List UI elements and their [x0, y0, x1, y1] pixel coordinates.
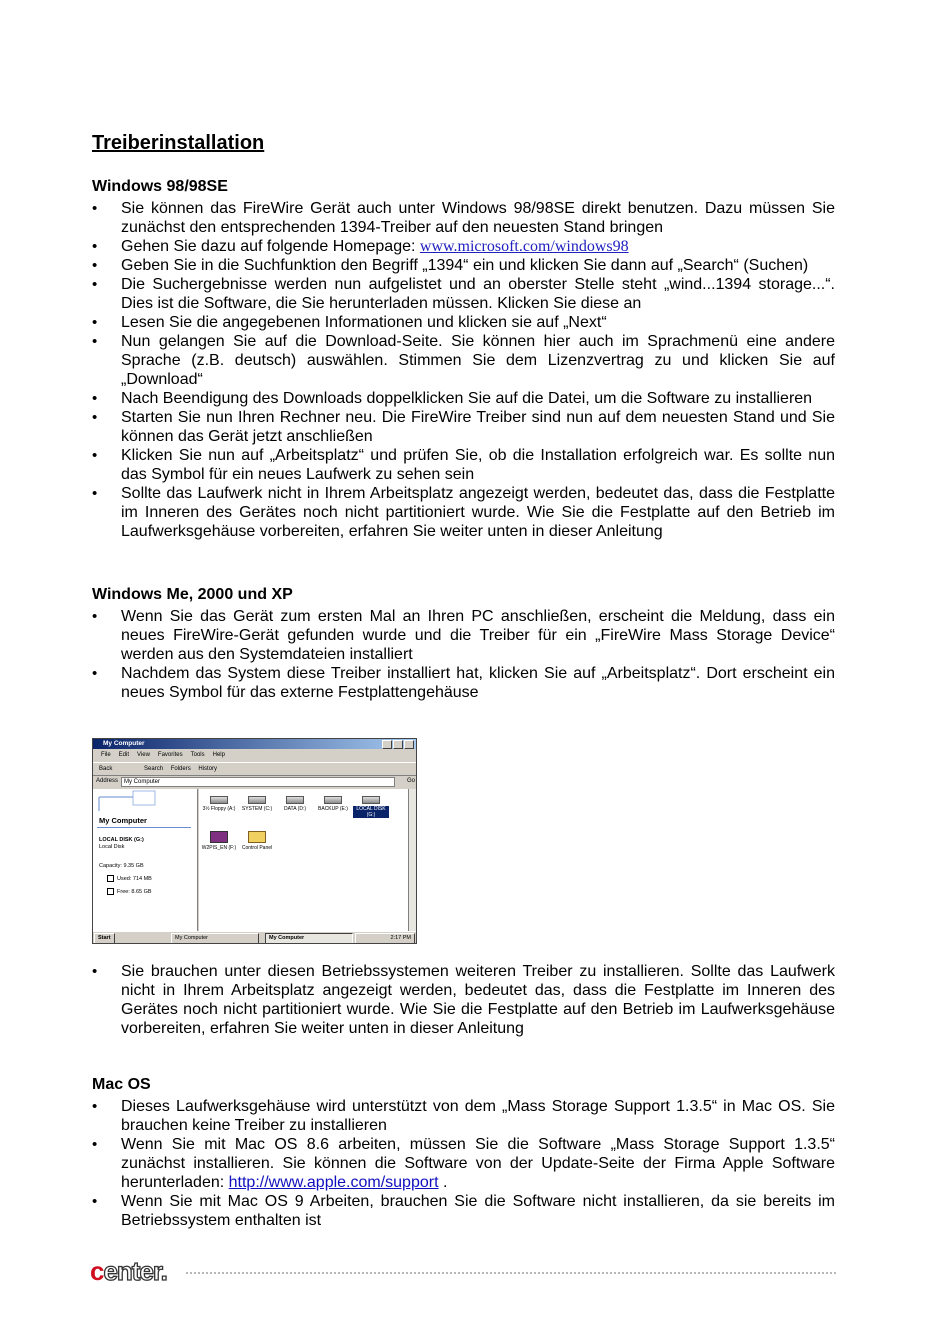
menu-tools: Tools	[190, 752, 205, 758]
taskbar	[93, 931, 416, 944]
section-windows98	[92, 177, 835, 541]
search-button: Search	[144, 766, 164, 772]
apple-support-link[interactable]: http://www.apple.com/support	[228, 1174, 439, 1191]
address-field: My Computer	[121, 777, 395, 787]
bullet-list-macos	[92, 1097, 835, 1230]
cd-drive-icon: W2PIS_EN (F:)	[201, 831, 237, 851]
bullet-list-windows-xp-note	[92, 962, 835, 1038]
list-item: • Dieses Laufwerksgehäuse wird unterstützt von dem „Mass Storage Support 1.3.5“ in Mac OS. Sie brauchen keine Treiber zu installieren	[92, 1097, 835, 1135]
list-item: • Sie brauchen unter diesen Betriebssystemen weiteren Treiber zu installieren. Sollte das Laufwerk nicht in Ihrem Arbeitsplatz angezeigt werden, bedeutet das, dass die Festplatte im Inneren des Gerätes noch nicht partitioniert wurde. Wie Sie die Festplatte auf den Betrieb im Laufwerksgehäuse vorbereiten, erfahren Sie weiter unten in dieser Anleitung	[92, 962, 835, 1038]
go-button: Go	[406, 778, 415, 784]
footer-divider	[186, 1272, 836, 1274]
list-item: • Starten Sie nun Ihren Rechner neu. Die FireWire Treiber sind nun auf dem neuesten Stand und Sie können das Gerät jetzt anschließen	[92, 408, 835, 446]
back-button: Back	[99, 766, 113, 772]
list-item: • Klicken Sie nun auf „Arbeitsplatz“ und prüfen Sie, ob die Installation erfolgreich war. Es sollte nun das Symbol für ein neues Laufwerk zu sehen sein	[92, 446, 835, 484]
control-panel-icon: Control Panel	[239, 831, 275, 851]
section-heading-windows98: Windows 98/98SE	[92, 178, 228, 195]
list-item: • Wenn Sie das Gerät zum ersten Mal an Ihren PC anschließen, erscheint die Meldung, dass ein neues FireWire-Gerät gefunden wurde und die Treiber für ein „FireWire Mass Storage Device“ werden aus den Systemdateien installiert	[92, 607, 835, 664]
close-icon	[404, 740, 414, 749]
toolbar	[93, 762, 416, 776]
list-item: • Nach Beendigung des Downloads doppelklicken Sie auf die Datei, um die Software zu installieren	[92, 389, 835, 408]
list-item: • Wenn Sie mit Mac OS 8.6 arbeiten, müssen Sie die Software „Mass Storage Support 1.3.5“ zunächst installieren. Sie können die Software von der Update-Seite der Firma Apple Software herunterladen: http://www.apple.com/support .	[92, 1135, 835, 1192]
drive-type: Local Disk	[99, 844, 125, 850]
info-pane	[93, 789, 198, 931]
my-computer-screenshot	[92, 738, 417, 944]
list-item: • Wenn Sie mit Mac OS 9 Arbeiten, brauchen Sie die Software nicht installieren, da sie bereits im Betriebssystem enthalten ist	[92, 1192, 835, 1230]
drive-title: LOCAL DISK (G:)	[99, 837, 144, 843]
history-button: History	[198, 766, 218, 772]
scrollbar	[408, 789, 417, 931]
menubar	[93, 750, 416, 760]
section-windows-xp-note	[92, 962, 835, 1038]
center-logo: center.	[90, 1256, 167, 1286]
drives-pane	[199, 789, 408, 931]
capacity-label: Capacity: 9.35 GB	[99, 863, 144, 869]
menu-file: File	[101, 752, 111, 758]
section-windows-xp	[92, 585, 835, 702]
pane-title: My Computer	[99, 816, 147, 825]
bullet-list-windows-xp	[92, 607, 835, 702]
taskbar-item-active: My Computer	[265, 933, 353, 944]
menu-view: View	[137, 752, 150, 758]
list-item: • Lesen Sie die angegebenen Informationen und klicken sie auf „Next“	[92, 313, 835, 332]
system-drive-icon: SYSTEM (C:)	[239, 793, 275, 812]
divider	[97, 827, 191, 828]
floppy-drive-icon: 3½ Floppy (A:)	[201, 793, 237, 812]
free-swatch-icon	[107, 888, 114, 895]
list-item: • Die Suchergebnisse werden nun aufgelistet und an oberster Stelle steht „wind...1394 storage...“. Dies ist die Software, die Sie herunterladen müssen. Klicken Sie diese an	[92, 275, 835, 313]
microsoft-link[interactable]: www.microsoft.com/windows98	[419, 238, 629, 255]
section-heading-macos: Mac OS	[92, 1076, 151, 1093]
list-item: • Sie können das FireWire Gerät auch unter Windows 98/98SE direkt benutzen. Dazu müssen Sie zunächst den entsprechenden 1394-Treiber auf den neuesten Stand bringen	[92, 199, 835, 237]
list-item: • Sollte das Laufwerk nicht in Ihrem Arbeitsplatz angezeigt werden, bedeutet das, dass die Festplatte im Inneren des Gerätes noch nicht partitioniert wurde. Wie Sie die Festplatte auf den Betrieb im Laufwerksgehäuse vorbereiten, erfahren Sie weiter unten in dieser Anleitung	[92, 484, 835, 541]
window-titlebar: My Computer	[93, 739, 416, 749]
page-title: Treiberinstallation	[92, 132, 265, 154]
menu-favorites: Favorites	[157, 752, 183, 758]
address-label: Address	[96, 778, 119, 784]
clock: 2:17 PM	[355, 933, 415, 944]
free-label: Free: 8.65 GB	[107, 888, 152, 895]
list-item: • Nachdem das System diese Treiber installiert hat, klicken Sie auf „Arbeitsplatz“. Dort erscheint ein neues Symbol für das externe Festplattengehäuse	[92, 664, 835, 702]
section-heading-windows-xp: Windows Me, 2000 und XP	[92, 586, 293, 603]
bullet-list-windows98	[92, 199, 835, 541]
start-button: Start	[94, 933, 115, 944]
menu-edit: Edit	[118, 752, 130, 758]
minimize-icon	[382, 740, 392, 749]
section-macos	[92, 1075, 835, 1230]
window-controls	[382, 740, 414, 749]
data-drive-icon: DATA (D:)	[277, 793, 313, 812]
backup-drive-icon: BACKUP (E:)	[315, 793, 351, 812]
used-label: Used: 714 MB	[107, 875, 152, 882]
maximize-icon	[393, 740, 403, 749]
used-swatch-icon	[107, 875, 114, 882]
taskbar-item: My Computer	[171, 933, 259, 944]
address-bar	[93, 776, 416, 787]
list-item: • Gehen Sie dazu auf folgende Homepage: www.microsoft.com/windows98	[92, 237, 835, 256]
folders-button: Folders	[170, 766, 191, 772]
list-item: • Geben Sie in die Suchfunktion den Begriff „1394“ ein und klicken Sie dann auf „Search“ (Suchen)	[92, 256, 835, 275]
local-disk-drive-icon: LOCAL DISK (G:)	[353, 793, 389, 818]
menu-help: Help	[212, 752, 225, 758]
list-item: • Nun gelangen Sie auf die Download-Seite. Sie können hier auch im Sprachmenü eine andere Sprache (z.B. deutsch) auswählen. Stimmen Sie dem Lizenzvertrag zu und klicken Sie auf „Download“	[92, 332, 835, 389]
